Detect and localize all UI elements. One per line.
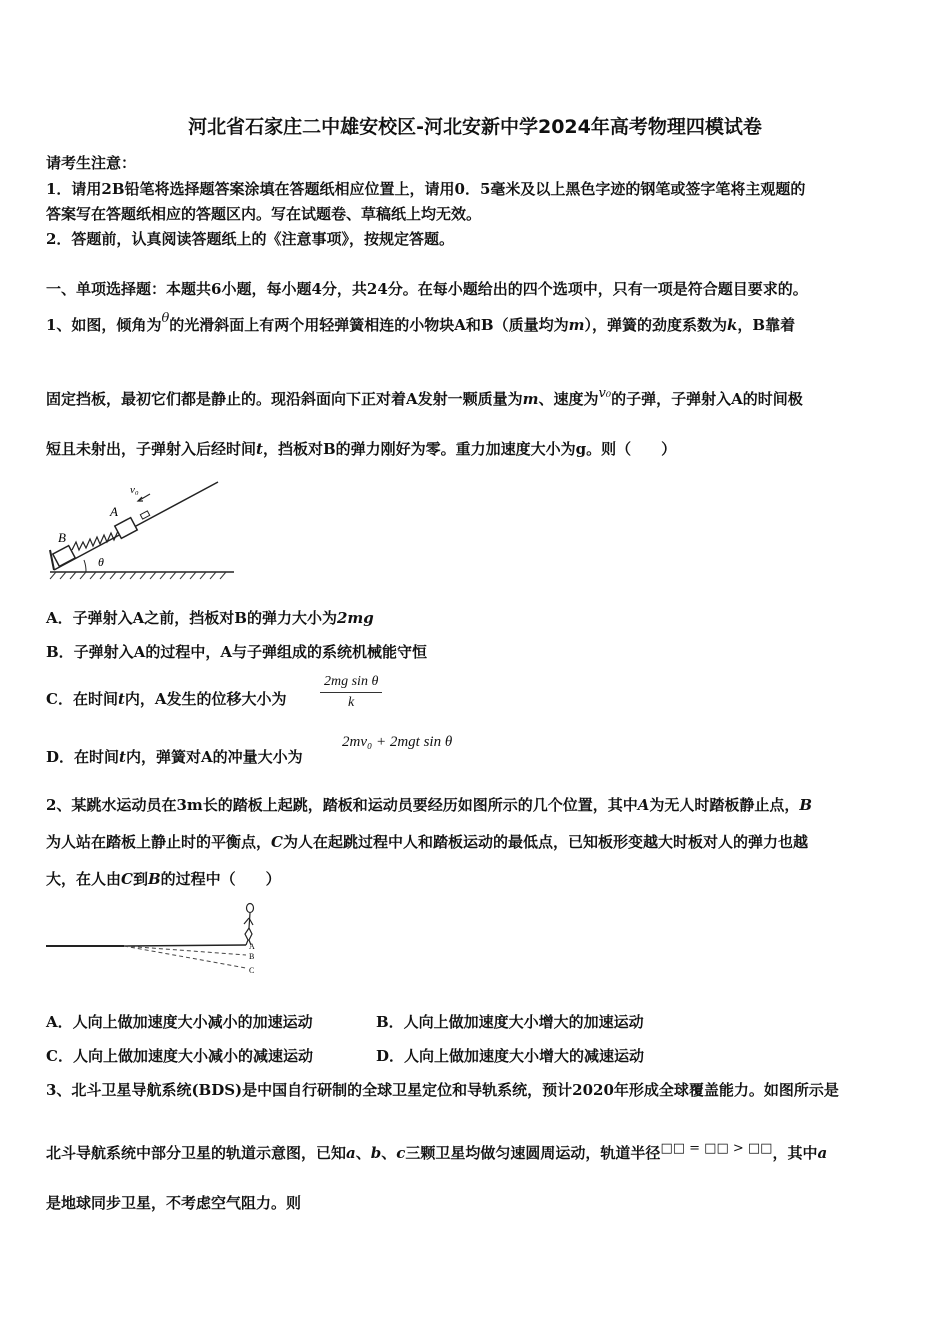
q3-line-2: 北斗导航系统中部分卫星的轨道示意图，已知a、b、c三颗卫星均做匀速圆周运动，轨道半径□□ = □□ > □□，其中a [46,1141,828,1162]
q2-line-2: 为人站在踏板上静止时的平衡点，C为人在起跳过程中人和踏板运动的最低点，已知板形变越大时板对人的弹力也越 [46,833,808,851]
block-b [53,546,75,567]
board-position-a [124,945,246,946]
q1-option-c: C．在时间t内，A发生的位移大小为 [46,690,287,708]
section-heading: 一、单项选择题：本题共6小题，每小题4分，共24分。在每小题给出的四个选项中，只有一项是符合题目要求的。 [46,280,808,298]
q2-line-3: 大，在人由C到B的过程中（ ） [46,870,281,888]
q1-option-d: D．在时间t内，弹簧对A的冲量大小为 [46,748,303,766]
notice-item-1a: 1．请用2B铅笔将选择题答案涂填在答题纸相应位置上，请用0．5毫米及以上黑色字迹的钢笔或签字笔将主观题的 [46,180,806,198]
fig-label-a: A [249,942,255,951]
fraction-numerator: 2mg sin θ [320,674,382,693]
q3-line-1: 3、北斗卫星导航系统(BDS)是中国自行研制的全球卫星定位和导轨系统，预计2020年形成全球覆盖能力。如图所示是 [46,1081,839,1099]
q2-option-d: D．人向上做加速度大小增大的减速运动 [376,1047,645,1065]
q1-option-a: A．子弹射入A之前，挡板对B的弹力大小为2mg [46,609,374,627]
fig-label-b: B [249,952,255,961]
board-position-b [124,946,246,955]
notice-item-1b: 答案写在答题纸相应的答题区内。写在试题卷、草稿纸上均无效。 [46,205,482,223]
board-position-c [124,946,246,968]
ground-hatch [50,572,226,579]
q2-diving-board-figure [46,898,266,980]
notice-heading: 请考生注意： [46,154,137,172]
fraction-denominator: k [348,695,355,710]
q1-option-d-formula: 2mv₀ + 2mgt sin θ [342,734,453,750]
angle-arc [84,560,86,572]
q1-line-3: 短且未射出，子弹射入后经时间t，挡板对B的弹力刚好为零。重力加速度大小为g。则（ ） [46,440,677,458]
fig-label-c: C [249,966,255,975]
q1-line-2: 固定挡板，最初它们都是静止的。现沿斜面向下正对着A发射一颗质量为m、速度为v₀的子弹，子弹射入A的时间极 [46,386,803,408]
diver-figure [244,904,254,946]
fig-label-theta: θ [98,555,104,569]
q2-option-b: B．人向上做加速度大小增大的加速运动 [376,1013,644,1031]
q1-line-1: 1、如图，倾角为θ的光滑斜面上有两个用轻弹簧相连的小物块A和B（质量均为m），弹簧的劲度系数为k，B靠着 [46,311,796,334]
bullet [140,511,149,519]
radius-relation: □□ = □□ > □□ [660,1141,773,1156]
q2-option-c: C．人向上做加速度大小减小的减速运动 [46,1047,313,1065]
q1-option-b: B．子弹射入A的过程中，A与子弹组成的系统机械能守恒 [46,643,427,661]
q1-incline-figure [46,476,241,581]
q3-line-3: 是地球同步卫星，不考虑空气阻力。则 [46,1194,302,1212]
fig-label-a: A [110,504,118,519]
fig-label-b: B [58,530,66,545]
notice-item-2: 2．答题前，认真阅读答题纸上的《注意事项》，按规定答题。 [46,230,454,248]
q2-line-1: 2、某跳水运动员在3m长的踏板上起跳，踏板和运动员要经历如图所示的几个位置，其中A为无人时踏板静止点，B [46,796,813,814]
page-title: 河北省石家庄二中雄安校区-河北安新中学2024年高考物理四模试卷 [188,116,762,138]
fig-label-v0: v₀ [130,484,139,496]
q2-option-a: A．人向上做加速度大小减小的加速运动 [46,1013,313,1031]
q1-option-c-fraction [320,674,382,711]
